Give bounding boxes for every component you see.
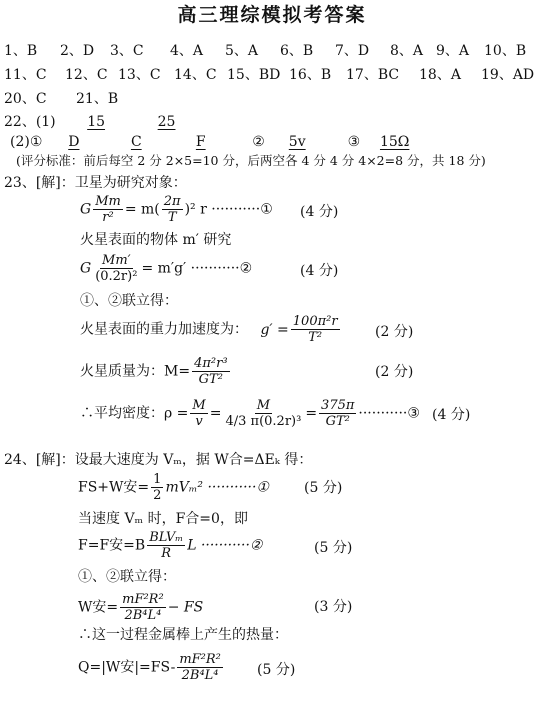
- q23-eq5-num: 4π²r³: [194, 356, 228, 371]
- q23-eq6-tail: ···········③: [358, 405, 420, 422]
- q23-eq4: [80, 314, 342, 345]
- q23-eq6-den1: v: [195, 414, 203, 429]
- q22-answer-a2: 25: [157, 114, 176, 130]
- choice-answer: 16、B: [289, 67, 332, 83]
- q24-eq1-frac: [151, 472, 163, 503]
- q24-eq3-frac: [120, 592, 166, 623]
- q24-eq3-den: 2B⁴L⁴: [124, 608, 162, 623]
- q23-eq2-g: G: [80, 260, 92, 277]
- choice-answer: 1、B: [4, 43, 38, 59]
- q24-eq3: [78, 592, 203, 623]
- q23-text2: 火星表面的物体 m′ 研究: [80, 232, 232, 248]
- q23-eq5-den: GT²: [198, 372, 223, 387]
- q24-eq2-lhs: F=F安=B: [78, 537, 146, 554]
- q22-answer-b1: D: [68, 134, 80, 150]
- q22-answer-c: 5v: [288, 134, 306, 150]
- choice-answer: 17、BC: [346, 67, 400, 83]
- choice-answer: 19、AD: [481, 67, 535, 83]
- q23-text4: 火星表面的重力加速度为：: [80, 321, 248, 338]
- q22-line-1: [4, 113, 189, 131]
- q23-eq6-num2: M: [256, 398, 271, 413]
- q24-eq2-den: R: [161, 546, 172, 561]
- q23-eq6-den3: GT²: [325, 414, 350, 429]
- page-title: 高三理综模拟考答案: [177, 4, 367, 26]
- q23-eq6-num3: 375π: [321, 398, 355, 413]
- q23-eq2-rhs: = m′g′ ···········②: [141, 260, 253, 277]
- q23-heading: 23、[解]：卫星为研究对象：: [4, 175, 187, 191]
- choice-answer: 5、A: [225, 43, 259, 59]
- choice-answer: 4、A: [170, 43, 204, 59]
- q23-eq4-points: (2 分): [375, 324, 414, 340]
- q24-eq1-points: (5 分): [304, 480, 343, 496]
- choice-answer: 14、C: [174, 67, 217, 83]
- q23-eq1-frac2: [162, 194, 183, 225]
- q22-line-2: [10, 133, 419, 151]
- q24-eq2-frac: [147, 530, 185, 561]
- choice-answer: 11、C: [4, 67, 47, 83]
- q24-eq1: [78, 472, 269, 503]
- q23-eq1-num: Mm: [95, 194, 121, 209]
- q23-eq5-frac: [192, 356, 229, 387]
- q24-eq1-lhs: FS+W安=: [78, 479, 150, 496]
- q24-heading: 24、[解]：设最大速度为 Vₘ，据 W合=ΔEₖ 得：: [4, 452, 313, 468]
- q22-answer-d: 15Ω: [379, 134, 410, 150]
- q23-eq4-lhs: g′ =: [260, 321, 289, 338]
- choice-answer: 6、B: [280, 43, 314, 59]
- choice-answer: 20、C: [4, 91, 47, 107]
- q24-eq4-lhs: Q=|W安|=FS-: [78, 659, 176, 676]
- q23-eq5-points: (2 分): [375, 364, 414, 380]
- choice-answer: 8、A: [390, 43, 424, 59]
- choice-answer: 10、B: [484, 43, 527, 59]
- q22-scoring: (评分标准：前后每空 2 分 2×5=10 分，后两空各 4 分 4 分 4×2=8 分，共 18 分): [16, 153, 486, 168]
- q23-eq5: [80, 356, 232, 387]
- q24-eq4-den: 2B⁴L⁴: [181, 668, 219, 683]
- q23-text3: ①、②联立得：: [80, 293, 178, 309]
- q23-eq1-rhs1: = m(: [124, 201, 160, 218]
- q23-eq1-den2: T: [167, 210, 177, 225]
- choice-answer: 13、C: [118, 67, 161, 83]
- q23-eq1-num2: 2π: [163, 194, 181, 209]
- q23-eq2-den: (0.2r)²: [95, 269, 138, 284]
- q24-eq1-tail: mVₘ² ···········①: [165, 479, 269, 496]
- q24-text2: 当速度 Vₘ 时，F合=0，即: [78, 511, 248, 527]
- q23-eq1: [80, 194, 273, 225]
- q23-eq4-num: 100π²r: [292, 314, 338, 329]
- q24-eq3-points: (3 分): [314, 599, 353, 615]
- q23-eq6-eq2: =: [305, 405, 318, 422]
- choice-answer: 7、D: [335, 43, 370, 59]
- q23-eq6: [80, 398, 420, 429]
- q24-text3: ①、②联立得：: [78, 569, 176, 585]
- choice-answer: 3、C: [110, 43, 144, 59]
- q24-eq1-den: 2: [153, 488, 162, 503]
- q23-eq1-rhs2: )² r ···········①: [184, 201, 273, 218]
- q22-answer-b2: C: [130, 134, 142, 150]
- q22-label: 22、(1): [4, 114, 56, 130]
- q23-eq2: [80, 253, 252, 284]
- q24-eq3-num: mF²R²: [122, 592, 164, 607]
- q23-eq4-frac: [291, 314, 340, 345]
- q23-eq1-frac: [93, 194, 123, 225]
- choice-answer: 21、B: [76, 91, 119, 107]
- q24-eq4: [78, 652, 225, 683]
- q23-eq4-den: T²: [308, 330, 323, 345]
- q24-text4: ∴这一过程金属棒上产生的热量：: [78, 627, 288, 643]
- q23-eq6-points: (4 分): [432, 407, 471, 423]
- q22-answer-b3: F: [195, 134, 206, 150]
- q23-eq2-points: (4 分): [300, 263, 339, 279]
- q22-c-label: ②: [252, 134, 265, 150]
- choice-answer: 18、A: [419, 67, 461, 83]
- q24-eq2-points: (5 分): [314, 540, 353, 556]
- q24-eq2-num: BLVₘ: [149, 530, 184, 545]
- q23-eq2-num: Mm′: [102, 253, 131, 268]
- q23-eq6-frac1: [190, 398, 207, 429]
- q24-eq2-tail: L ···········②: [187, 537, 263, 554]
- q24-eq3-tail: − FS: [167, 599, 204, 616]
- q23-eq2-frac: [93, 253, 139, 284]
- q22-part2-label: (2)①: [10, 134, 43, 150]
- q23-eq6-frac3: [319, 398, 356, 429]
- q24-eq4-num: mF²R²: [179, 652, 221, 667]
- q23-eq6-eq1: =: [209, 405, 222, 422]
- q24-eq1-num: 1: [153, 472, 162, 487]
- choice-answer: 12、C: [65, 67, 108, 83]
- q23-eq6-den2: 4/3 π(0.2r)³: [225, 414, 302, 429]
- q22-answer-a1: 15: [87, 114, 106, 130]
- q23-eq1-points: (4 分): [300, 204, 339, 220]
- q23-text5: 火星质量为：M=: [80, 363, 191, 380]
- choice-answer: 9、A: [436, 43, 470, 59]
- q24-eq2: [78, 530, 262, 561]
- q24-eq4-frac: [177, 652, 223, 683]
- q23-eq6-frac2: [223, 398, 303, 429]
- q24-eq3-lhs: W安=: [78, 599, 119, 616]
- q23-eq1-g: G: [80, 201, 92, 218]
- q23-eq6-num1: M: [192, 398, 206, 413]
- q23-eq1-den: r²: [102, 210, 114, 225]
- choice-answer: 15、BD: [227, 67, 281, 83]
- choice-answer: 2、D: [60, 43, 95, 59]
- q23-text6: ∴平均密度：ρ =: [80, 405, 189, 422]
- q22-d-label: ③: [347, 134, 361, 150]
- q24-eq4-points: (5 分): [257, 662, 296, 678]
